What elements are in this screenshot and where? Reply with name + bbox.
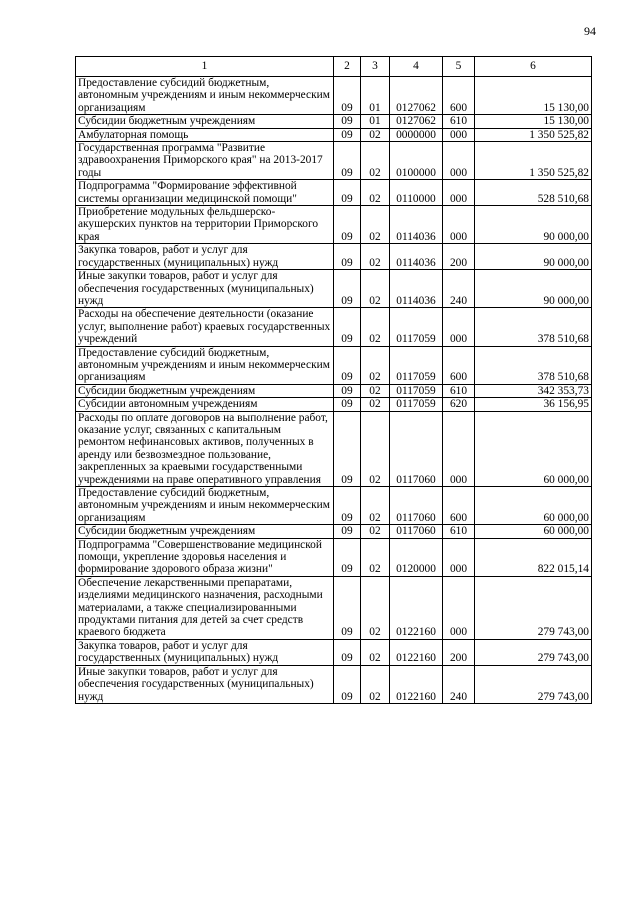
row-code-5: 200: [443, 244, 475, 270]
row-amount: 1 350 525,82: [475, 142, 592, 180]
row-amount: 342 353,73: [475, 384, 592, 397]
table-row: [76, 576, 592, 639]
row-code-5: 000: [443, 180, 475, 206]
row-code-5: 600: [443, 487, 475, 525]
row-code-2: 09: [334, 128, 361, 141]
row-name: Расходы на обеспечение деятельности (оказание услуг, выполнение работ) краевых государственных учреждений: [76, 308, 334, 346]
row-code-2: 09: [334, 411, 361, 486]
row-code-3: 02: [361, 411, 390, 486]
row-code-2: 09: [334, 639, 361, 665]
column-header: 1: [76, 57, 334, 77]
row-code-3: 02: [361, 142, 390, 180]
table-row: [76, 639, 592, 665]
row-code-2: 09: [334, 538, 361, 576]
row-amount: 36 156,95: [475, 398, 592, 411]
row-code-3: 02: [361, 398, 390, 411]
row-code-5: 000: [443, 142, 475, 180]
table-row: [76, 180, 592, 206]
row-name: Расходы по оплате договоров на выполнение работ, оказание услуг, связанных с капитальным ремонтом нефинансовых активов, полученных в аренду или безвозмездное пользование, закрепленных за краевыми государственными учреждениями на праве оперативного управления: [76, 411, 334, 486]
row-code-4: 0100000: [390, 142, 443, 180]
table-row: [76, 77, 592, 115]
row-code-5: 600: [443, 77, 475, 115]
row-code-2: 09: [334, 576, 361, 639]
row-code-2: 09: [334, 308, 361, 346]
row-code-5: 240: [443, 665, 475, 703]
row-name: Закупка товаров, работ и услуг для государственных (муниципальных) нужд: [76, 244, 334, 270]
row-code-4: 0127062: [390, 115, 443, 128]
row-amount: 90 000,00: [475, 244, 592, 270]
row-amount: 90 000,00: [475, 270, 592, 308]
row-code-5: 200: [443, 639, 475, 665]
row-code-3: 02: [361, 538, 390, 576]
row-code-5: 610: [443, 384, 475, 397]
table-row: [76, 487, 592, 525]
row-amount: 60 000,00: [475, 411, 592, 486]
row-amount: 15 130,00: [475, 115, 592, 128]
row-name: Иные закупки товаров, работ и услуг для обеспечения государственных (муниципальных) нужд: [76, 270, 334, 308]
row-code-4: 0114036: [390, 244, 443, 270]
row-name: Иные закупки товаров, работ и услуг для обеспечения государственных (муниципальных) нужд: [76, 665, 334, 703]
row-code-3: 02: [361, 525, 390, 538]
row-code-5: 000: [443, 411, 475, 486]
row-code-4: 0114036: [390, 206, 443, 244]
row-code-4: 0110000: [390, 180, 443, 206]
row-code-5: 610: [443, 115, 475, 128]
row-code-5: 000: [443, 308, 475, 346]
table-row: [76, 411, 592, 486]
row-code-2: 09: [334, 398, 361, 411]
row-code-2: 09: [334, 270, 361, 308]
row-code-5: 610: [443, 525, 475, 538]
row-amount: 15 130,00: [475, 77, 592, 115]
row-name: Субсидии автономным учреждениям: [76, 398, 334, 411]
row-amount: 60 000,00: [475, 525, 592, 538]
row-code-4: 0117059: [390, 346, 443, 384]
row-code-3: 01: [361, 115, 390, 128]
row-name: Закупка товаров, работ и услуг для государственных (муниципальных) нужд: [76, 639, 334, 665]
row-code-3: 02: [361, 576, 390, 639]
row-name: Приобретение модульных фельдшерско-акушерских пунктов на территории Приморского края: [76, 206, 334, 244]
row-code-5: 620: [443, 398, 475, 411]
row-amount: 822 015,14: [475, 538, 592, 576]
table-row: [76, 128, 592, 141]
column-header: 4: [390, 57, 443, 77]
row-name: Амбулаторная помощь: [76, 128, 334, 141]
row-name: Государственная программа "Развитие здравоохранения Приморского края" на 2013-2017 годы: [76, 142, 334, 180]
row-amount: 528 510,68: [475, 180, 592, 206]
row-code-3: 02: [361, 180, 390, 206]
table-header-row: [76, 57, 592, 77]
row-code-3: 02: [361, 346, 390, 384]
row-code-4: 0122160: [390, 665, 443, 703]
row-code-2: 09: [334, 77, 361, 115]
column-header: 5: [443, 57, 475, 77]
row-code-3: 02: [361, 206, 390, 244]
row-code-2: 09: [334, 142, 361, 180]
row-code-4: 0114036: [390, 270, 443, 308]
row-code-3: 02: [361, 384, 390, 397]
column-header: 6: [475, 57, 592, 77]
row-code-3: 02: [361, 128, 390, 141]
row-code-5: 600: [443, 346, 475, 384]
row-code-4: 0117060: [390, 487, 443, 525]
row-code-2: 09: [334, 346, 361, 384]
budget-table: [75, 56, 592, 704]
row-code-2: 09: [334, 665, 361, 703]
row-code-5: 240: [443, 270, 475, 308]
row-name: Субсидии бюджетным учреждениям: [76, 525, 334, 538]
row-code-4: 0000000: [390, 128, 443, 141]
row-code-3: 02: [361, 244, 390, 270]
row-code-3: 01: [361, 77, 390, 115]
row-code-2: 09: [334, 244, 361, 270]
row-amount: 279 743,00: [475, 665, 592, 703]
table-row: [76, 115, 592, 128]
row-amount: 378 510,68: [475, 308, 592, 346]
row-amount: 378 510,68: [475, 346, 592, 384]
table-row: [76, 206, 592, 244]
row-code-5: 000: [443, 206, 475, 244]
row-amount: 279 743,00: [475, 639, 592, 665]
table-row: [76, 244, 592, 270]
table-row: [76, 398, 592, 411]
row-code-4: 0127062: [390, 77, 443, 115]
row-code-4: 0122160: [390, 639, 443, 665]
row-code-5: 000: [443, 128, 475, 141]
row-name: Предоставление субсидий бюджетным, автономным учреждениям и иным некоммерческим организациям: [76, 77, 334, 115]
row-name: Подпрограмма "Формирование эффективной системы организации медицинской помощи": [76, 180, 334, 206]
row-code-3: 02: [361, 308, 390, 346]
row-name: Обеспечение лекарственными препаратами, изделиями медицинского назначения, расходными материалами, а также специализированными продуктами питания для детей за счет средств краевого бюджета: [76, 576, 334, 639]
column-header: 3: [361, 57, 390, 77]
row-code-2: 09: [334, 487, 361, 525]
table-body: [76, 77, 592, 704]
row-code-2: 09: [334, 180, 361, 206]
row-code-3: 02: [361, 270, 390, 308]
row-amount: 60 000,00: [475, 487, 592, 525]
row-code-4: 0117059: [390, 384, 443, 397]
table-row: [76, 384, 592, 397]
table-row: [76, 538, 592, 576]
page-number: 94: [584, 24, 596, 38]
row-amount: 279 743,00: [475, 576, 592, 639]
row-code-3: 02: [361, 665, 390, 703]
row-name: Подпрограмма "Совершенствование медицинской помощи, укрепление здоровья населения и формирование здорового образа жизни": [76, 538, 334, 576]
row-name: Субсидии бюджетным учреждениям: [76, 384, 334, 397]
row-code-4: 0117060: [390, 525, 443, 538]
row-code-4: 0120000: [390, 538, 443, 576]
table-row: [76, 308, 592, 346]
row-code-4: 0117060: [390, 411, 443, 486]
row-name: Субсидии бюджетным учреждениям: [76, 115, 334, 128]
row-code-4: 0117059: [390, 308, 443, 346]
row-code-2: 09: [334, 525, 361, 538]
row-name: Предоставление субсидий бюджетным, автономным учреждениям и иным некоммерческим организациям: [76, 346, 334, 384]
row-code-3: 02: [361, 639, 390, 665]
table-row: [76, 665, 592, 703]
row-code-3: 02: [361, 487, 390, 525]
row-code-2: 09: [334, 384, 361, 397]
row-code-5: 000: [443, 576, 475, 639]
column-header: 2: [334, 57, 361, 77]
table-row: [76, 270, 592, 308]
row-amount: 90 000,00: [475, 206, 592, 244]
table-row: [76, 346, 592, 384]
row-code-2: 09: [334, 115, 361, 128]
row-amount: 1 350 525,82: [475, 128, 592, 141]
table-row: [76, 142, 592, 180]
row-code-2: 09: [334, 206, 361, 244]
row-code-4: 0117059: [390, 398, 443, 411]
row-code-4: 0122160: [390, 576, 443, 639]
table-row: [76, 525, 592, 538]
row-code-5: 000: [443, 538, 475, 576]
row-name: Предоставление субсидий бюджетным, автономным учреждениям и иным некоммерческим организациям: [76, 487, 334, 525]
